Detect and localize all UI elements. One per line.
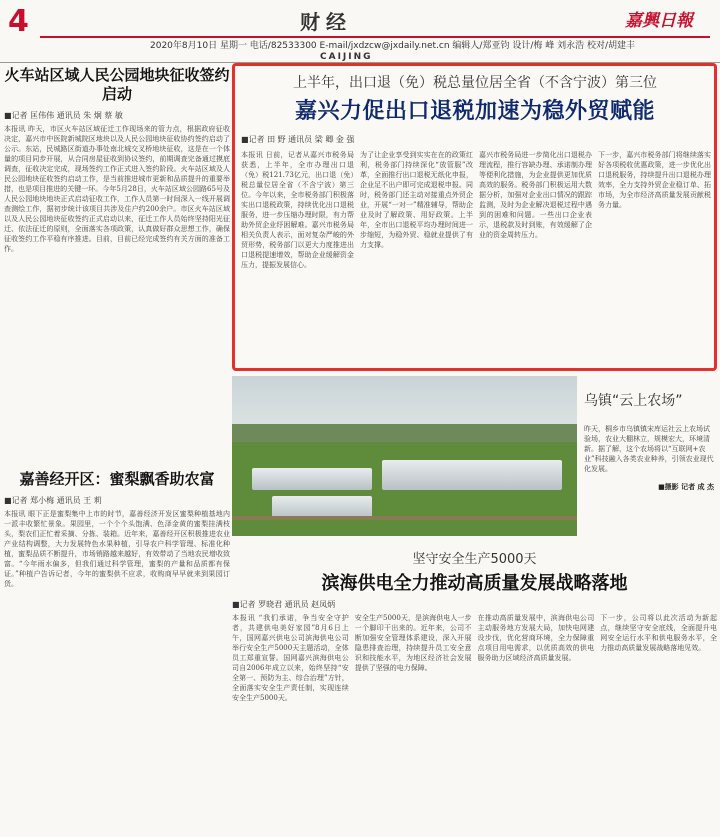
left-article-byline: ■记者 匡伟伟 通讯员 朱 炯 蔡 敏 bbox=[4, 111, 123, 120]
feature-headline: 嘉兴力促出口退税加速为稳外贸赋能 bbox=[294, 99, 655, 124]
left-article-2-byline: ■记者 郑小梅 通讯员 王 莉 bbox=[4, 496, 102, 505]
bottom-col-2: 安全生产5000天，是滨海供电人一步一个脚印干出来的。近年来，公司不断加强安全管理体系建设，深入开展隐患排查治理，持续提升员工安全意识和技能水平，为地区经济社会发展提供了坚强的电力保障。 bbox=[354, 614, 472, 672]
left-article-body: 本报讯 昨天，市区火车站区域征迁工作现场来的管力点，根据政府征收决定，嘉兴市中医院新城院区地块以及人民公园地块征收协约签约启动了公示。东站，民城路区街道办事处南北城交叉桥地块征收，这是在一个体量的项目同步开展，从合同房屋征收到协议签约，前期调查完备通过摸底调查，征收决定完成，现场签约工作正式进入签约阶段。火车站区域及人民公园地块征收签约启动工作，是当前推进城市更新和品质提升的重要举措，也是项目推进的关键一环。今年5月28日，火车站区域公园路65号及人民公园地块地块正式启动征收工作，工作人员第一时间深入一线开展调查测绘工作，据初步统计该项目共涉及住户约200余户。市区火车站区域以及人民公园地块征收签约正式启动以来，征迁工作人员始终坚持阳光征迁、依法征迁的原则，全面落实各项政策，认真做好群众思想工作，确保征收签约工作平稳有序推进。目前，目前已经完成签约有关方面的准备工作。 bbox=[4, 125, 230, 253]
bottom-byline: ■记者 罗晓君 通讯员 赵凤炳 bbox=[232, 600, 336, 609]
newspaper-logo: 嘉興日報 bbox=[625, 11, 693, 31]
feature-col-2: 为了让企业享受到实实在在的政策红利，税务部门持续深化“放管服”改革，全面推行出口退税无纸化申报，企业足不出户即可完成退税申报。同时，税务部门还主动对接重点外贸企业，开展“一对一”精准辅导，帮助企业及时了解政策、用好政策。上半年，全市出口退税平均办理时间进一步缩短，为稳外贸、稳就业提供了有力支撑。 bbox=[360, 151, 473, 249]
feature-byline: ■记者 田 野 通讯员 梁 卿 金 强 bbox=[241, 135, 355, 144]
feature-kicker: 上半年，出口退（免）税总量位居全省（不含宁波）第三位 bbox=[293, 75, 657, 91]
feature-col-4: 下一步，嘉兴市税务部门将继续落实好各项税收优惠政策，进一步优化出口退税服务，持续提升出口退税办理效率，全力支持外贸企业稳订单、拓市场，为全市经济高质量发展贡献税务力量。 bbox=[598, 151, 711, 209]
bottom-kicker: 坚守安全生产5000天 bbox=[412, 552, 537, 567]
photo-credit: ■摄影 记者 成 杰 bbox=[658, 483, 714, 491]
photo-caption-block bbox=[584, 378, 714, 492]
bottom-article bbox=[232, 540, 717, 823]
field-path bbox=[232, 516, 577, 520]
left-article bbox=[4, 66, 230, 424]
section-subtitle: CAIJING bbox=[320, 52, 373, 62]
farm-photo bbox=[232, 376, 577, 536]
left-article-headline: 火车站区域人民公园地块征收签约启动 bbox=[4, 66, 230, 103]
greenhouse bbox=[382, 460, 562, 490]
section-title: 财经 bbox=[300, 10, 352, 34]
bottom-col-3: 在推动高质量发展中，滨海供电公司主动服务地方发展大局，加快电网建设步伐，优化营商环境，全力保障重点项目用电需求，以优质高效的供电服务助力区域经济高质量发展。 bbox=[477, 614, 595, 662]
bottom-headline: 滨海供电全力推动高质量发展战略落地 bbox=[321, 573, 628, 594]
greenhouse bbox=[252, 468, 372, 490]
left-article-2-body: 本报讯 眼下正是蜜梨集中上市的时节，嘉善经济开发区蜜梨种植基地内一派丰收繁忙景象。果园里，一个个个头饱满、色泽金黄的蜜梨挂满枝头，梨农们正忙着采摘、分拣、装箱。近年来，嘉善经开区积极推进农业产业结构调整，大力发展特色水果种植，引导农户科学管理、标准化种植，蜜梨品质不断提升，市场销路越来越好，有效带动了当地农民增收致富。“今年雨水偏多，但我们通过科学管理，蜜梨的产量和品质都有保证。”种植户告诉记者，今年的蜜梨供不应求，收购商早早就来到果园订货。 bbox=[4, 510, 230, 588]
bottom-columns bbox=[232, 613, 717, 823]
photo-title: 乌镇“云上农场” bbox=[584, 393, 683, 409]
feature-article-highlight bbox=[232, 63, 717, 371]
left-article-2-headline: 嘉善经开区：蜜梨飘香助农富 bbox=[19, 470, 215, 488]
feature-columns bbox=[241, 150, 711, 362]
bottom-col-1: 本报讯 “我们承诺，争当安全守护者，共建供电美好家园”8月6日上午，国网嘉兴供电公司滨海供电公司举行安全生产5000天主题活动，全体员工郑重宣誓。国网嘉兴滨海供电公司自2006年成立以来，始终坚持“安全第一、预防为主、综合治理”方针，全面落实安全生产责任制，实现连续安全生产5000天。 bbox=[232, 614, 349, 702]
photo-treeline bbox=[232, 424, 577, 444]
page-header bbox=[0, 0, 720, 62]
bottom-col-4: 下一步，公司将以此次活动为新起点，继续坚守安全底线，全面提升电网安全运行水平和供电服务水平，全力推动高质量发展战略落地见效。 bbox=[600, 614, 717, 652]
feature-col-1: 本报讯 日前，记者从嘉兴市税务局获悉，上半年，全市办理出口退（免）税121.73亿元，出口退（免）税总量位居全省（不含宁波）第三位。今年以来，全市税务部门积极落实出口退税政策，持续优化出口退税服务，进一步压缩办理时限，有力帮助外贸企业纾困解难。嘉兴市税务局相关负责人表示，面对复杂严峻的外贸形势，税务部门以更大力度推进出口退税提速增效，帮助企业缓解资金压力，提振发展信心。 bbox=[241, 151, 354, 269]
left-article-2 bbox=[4, 470, 230, 829]
photo-caption: 昨天，桐乡市乌镇镇宋库运社云上农场试验场，农业大棚林立，规模宏大，环境清新。据了解，这个农场将以“互联网+农业”科技融入各类农业种养，引领农业现代化发展。 bbox=[584, 425, 714, 473]
greenhouse bbox=[272, 496, 372, 518]
page-number: 4 bbox=[8, 4, 29, 39]
dateline: 2020年8月10日 星期一 电话/82533300 E-mail/jxdzcw@jxdaily.net.cn 编辑人/郑亚钧 设计/梅 峰 刘永浩 校对/胡建丰 bbox=[150, 41, 635, 51]
feature-col-3: 嘉兴市税务局进一步简化出口退税办理流程，推行容缺办理、承诺制办理等便利化措施，为企业提供更加优质高效的服务。税务部门积极运用大数据分析，加强对企业出口情况的跟踪监测，及时为企业解决退税过程中遇到的困难和问题。一些出口企业表示，退税款及时到账，有效缓解了企业的资金周转压力。 bbox=[479, 151, 592, 239]
